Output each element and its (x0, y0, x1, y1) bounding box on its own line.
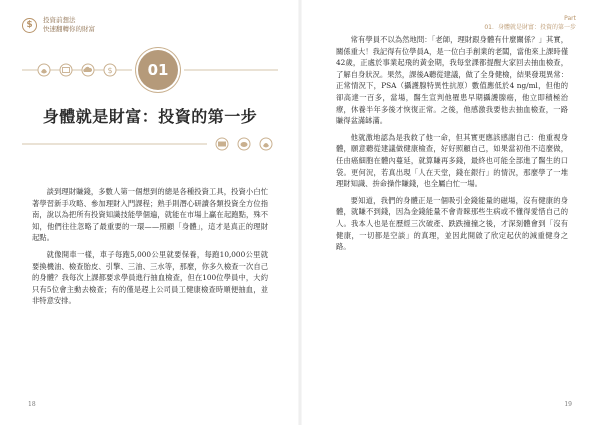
page-number-left: 18 (28, 401, 36, 408)
dollar-coin-icon: $ (22, 18, 37, 33)
book-title (43, 16, 95, 34)
left-page-body (32, 186, 268, 312)
piggy-bank-icon (238, 138, 250, 150)
paragraph: 就像開車一樣，車子每跑5,000公里就要保養，每跑10,000公里就要換機油、檢查胎皮、引擎、三油、三水等，那麼，你多久檢查一次自己的身體？我每次上課都要求學員進行抽血檢查，但在100位學員中，大約只有5位會主動去檢查；有的僅是趕上公司員工健康檢查時順便抽血，並非特意安排。 (32, 249, 268, 306)
chapter-running-title: 01．身體就是財富：投資的第一步 (484, 24, 576, 31)
right-page (300, 0, 600, 425)
paragraph: 要知道，我們的身體正是一個吸引金錢能量的磁場，沒有健康的身體，就賺不到錢，因為金錢能量不會青睞那些生病或不懂得愛惜自己的人。我本人也是在歷經三次破產、跌跌撞撞之後，才深刻體會到「沒有健康，一切都是空談」的真理，並因此開啟了欣定起伏的減重健身之路。 (336, 195, 568, 252)
title-rule (22, 134, 278, 154)
wallet-icon (60, 64, 72, 76)
dollar-bill-icon (216, 138, 228, 150)
part-label: Part (564, 15, 576, 22)
page-number-right: 19 (564, 401, 572, 408)
book-title-line1: 投資前想法 (43, 16, 76, 24)
paragraph: 他就激地認為是我救了他一命，但其實更應該感謝自己：他重視身體，願意聽從建議做健康檢查，好好照顧自己，如果當初他不這麼做，任由癌細胞在體內蔓延，就算賺再多錢，最終也可能全部進了醫生的口袋。更何況，若真出現「人在天堂，錢在銀行」的情況，那麼學了一堆理財知識、拚命操作賺錢，也全屬白忙一場。 (336, 132, 568, 189)
cloud-icon (82, 64, 94, 76)
running-header-left (22, 16, 95, 34)
money-bag-icon (260, 138, 272, 150)
book-title-line2: 快速翻轉你的財富 (43, 25, 95, 33)
paragraph: 談到理財賺錢，多數人第一個想到的總是各種投資工具，投資小白忙著學習新手攻略、參加理財入門課程；熟手則潛心研讀各類投資全方位指南，說以為把所有投資知識技能學個遍，就能在市場上贏在起跑點，殊不知，他們往往忽略了最重要的一環——照顧「身體」，這才是真正的理財起點。 (32, 187, 268, 243)
chapter-title: 身體就是財富：投資的第一步 (42, 107, 258, 126)
right-page-body (336, 34, 568, 258)
chapter-ornament (22, 58, 278, 82)
money-bag-icon (38, 64, 50, 76)
dollar-coin-icon (104, 64, 116, 76)
paragraph: 常有學員不以為然地問：「老師，理財跟身體有什麼關係？」其實，關係重大！我記得有位學員A，是一位白手創業的老闆，當他來上課時僅42歲，正處於事業起飛的黃金期，我每堂課都提醒大家回去抽血檢查，了解自身狀況。果然，課後A聽從建議，做了全身健檢，結果發現異常：正常情況下，PSA（攝護腺特異性抗原）數值應低於4 ng/ml，但他的卻高達一百多，當場，醫生宣判他罹患早期攝護腺癌，他立即積極治療，休養半年多後才恢復正常。之後，他感激我要他去抽血檢查，一路賺得盆滿缽滿。 (336, 35, 568, 126)
running-header-right (484, 14, 576, 32)
chapter-number-badge: 01 (138, 50, 178, 90)
svg-text:$: $ (107, 66, 113, 75)
